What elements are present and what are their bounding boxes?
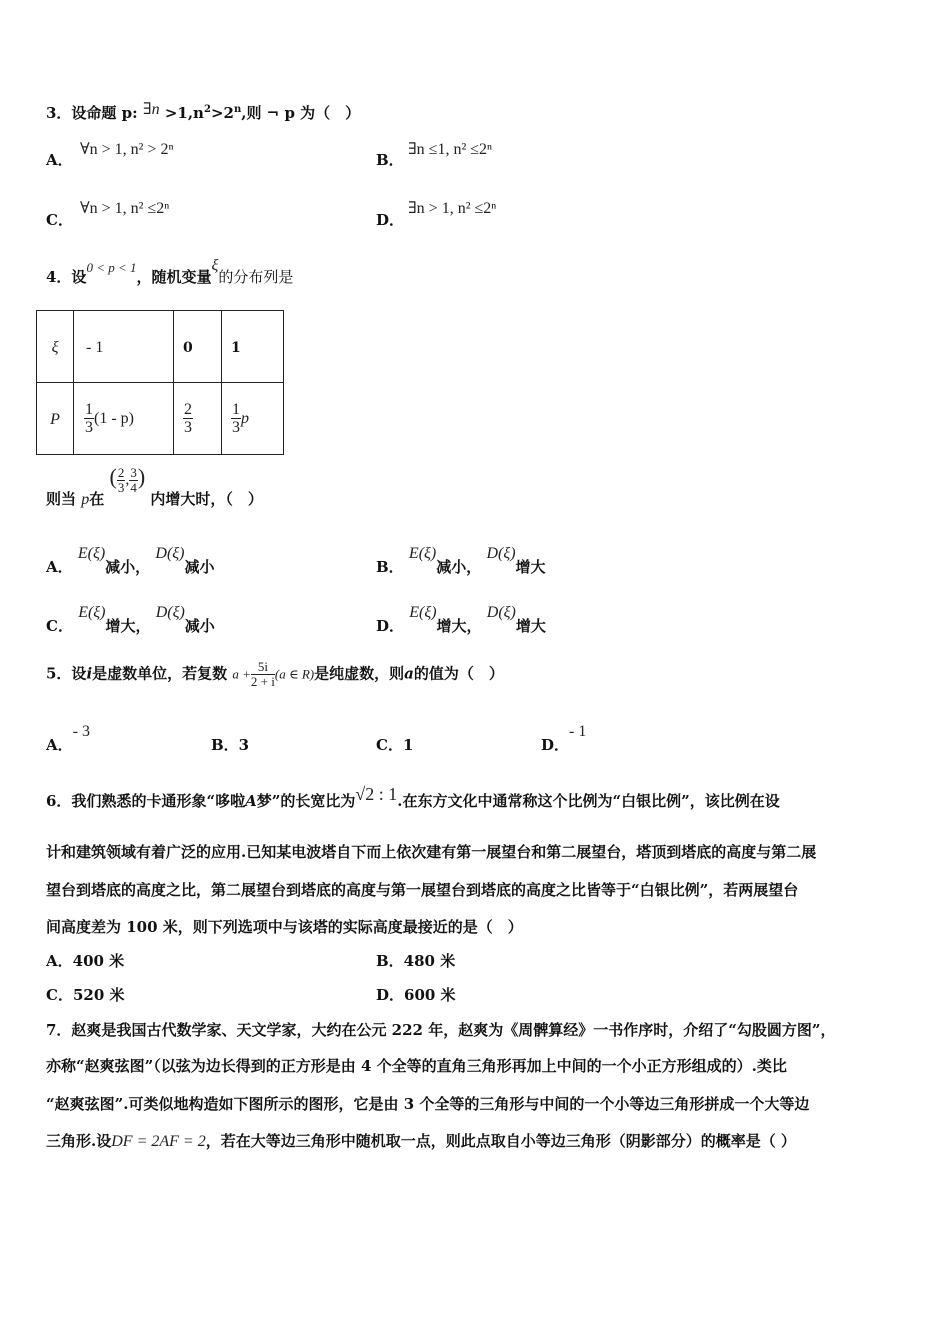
q5-option-b: B．3	[211, 736, 250, 754]
table-cell: $\frac{1}{3}$ (1 - p)	[74, 383, 174, 455]
q6-line-3: 望台到塔底的高度之比，第二展望台到塔底的高度与第一展望台到塔底的高度之比皆等于“白银比例”，若两展望台	[46, 881, 799, 899]
q4-option-d: D． E(ξ)增大， D(ξ)增大	[376, 604, 546, 635]
q7-line-1: 7．赵爽是我国古代数学家、天文学家，大约在公元 222 年，赵爽为《周髀算经》一书作序时，介绍了“勾股圆方图”，	[46, 1021, 836, 1039]
table-cell: P	[37, 383, 74, 455]
q4-option-c: C． E(ξ)增大， D(ξ)减小	[46, 604, 215, 635]
table-cell: 1	[222, 311, 284, 383]
table-cell: ξ	[37, 311, 74, 383]
fraction: $\frac{2}{3}$	[117, 464, 125, 495]
table-cell	[174, 383, 222, 455]
q4-stem: 4．设0 < p < 1，随机变量ξ的分布列是	[46, 257, 294, 286]
distribution-table	[36, 310, 284, 455]
table-row	[37, 311, 284, 383]
q3-option-a-label: A．	[46, 151, 73, 169]
q6-option-b: B．480 米	[376, 952, 456, 970]
q5-option-d: D．- 1	[541, 723, 587, 754]
q6-line-1: 6．我们熟悉的卡通形象“哆啦A梦”的长宽比为√2 : 1.在东方文化中通常称这个比例为“白银比例”，该比例在设	[46, 784, 780, 810]
q3-option-c-math: ∀n > 1, n² ≤2ⁿ	[80, 200, 170, 217]
table-cell: - 1	[74, 311, 174, 383]
fraction: $\frac{1}{3}$	[85, 401, 93, 436]
fraction: $\frac{2}{3}$	[184, 401, 192, 436]
table-cell: 0	[174, 311, 222, 383]
q5-stem: 5．设i是虚数单位，若复数 a + $\frac{5i}{2 + i}$ (a ∈ R)是纯虚数，则a的值为（ ）	[46, 659, 504, 689]
q4-when-line: 则当 p在 ( $\frac{2}{3}$ , $\frac{3}{4}$ ) 内增大时，（ ）	[46, 464, 263, 508]
q6-option-d: D．600 米	[376, 986, 456, 1004]
q5-option-c: C．1	[376, 736, 414, 754]
table-row	[37, 383, 284, 455]
q3-option-c-label: C．	[46, 211, 73, 229]
table-cell: $\frac{1}{3}$ p	[222, 383, 284, 455]
q3-option-d-math: ∃n > 1, n² ≤2ⁿ	[408, 200, 497, 217]
q6-option-a: A．400 米	[46, 952, 125, 970]
q6-option-c: C．520 米	[46, 986, 125, 1004]
q3-option-a-math: ∀n > 1, n² > 2ⁿ	[80, 141, 174, 158]
q3-option-b-math: ∃n ≤1, n² ≤2ⁿ	[408, 141, 493, 158]
q4-option-b: B． E(ξ)减小， D(ξ)增大	[376, 545, 546, 576]
q3-stem: 3．设命题 p: ∃n $>1,n^2>2^n$,则 ¬ p 为（ ）	[46, 101, 361, 122]
q4-option-a: A． E(ξ)减小， D(ξ)减小	[46, 545, 215, 576]
q6-line-2: 计和建筑领域有着广泛的应用.已知某电波塔自下而上依次建有第一展望台和第二展望台，塔顶到塔底的高度与第二展	[46, 843, 817, 861]
q7-line-4: 三角形.设DF = 2AF = 2，若在大等边三角形中随机取一点，则此点取自小等边三角形（阴影部分）的概率是（ ）	[46, 1132, 796, 1150]
q3-option-d-label: D．	[376, 211, 405, 229]
q3-option-b-label: B．	[376, 151, 404, 169]
fraction: $\frac{3}{4}$	[130, 464, 137, 495]
q7-line-2: 亦称“赵爽弦图”（以弦为边长得到的正方形是由 4 个全等的直角三角形再加上中间的一个小正方形组成的）.类比	[46, 1057, 787, 1075]
q7-line-3: “赵爽弦图”.可类似地构造如下图所示的图形，它是由 3 个全等的三角形与中间的一个小等边三角形拼成一个大等边	[46, 1095, 810, 1113]
fraction: $\frac{5i}{2 + i}$	[250, 659, 275, 689]
fraction: $\frac{1}{3}$	[232, 401, 240, 436]
q5-option-a: A．- 3	[46, 723, 90, 754]
q6-line-4: 间高度差为 100 米，则下列选项中与该塔的实际高度最接近的是（ ）	[46, 918, 523, 936]
